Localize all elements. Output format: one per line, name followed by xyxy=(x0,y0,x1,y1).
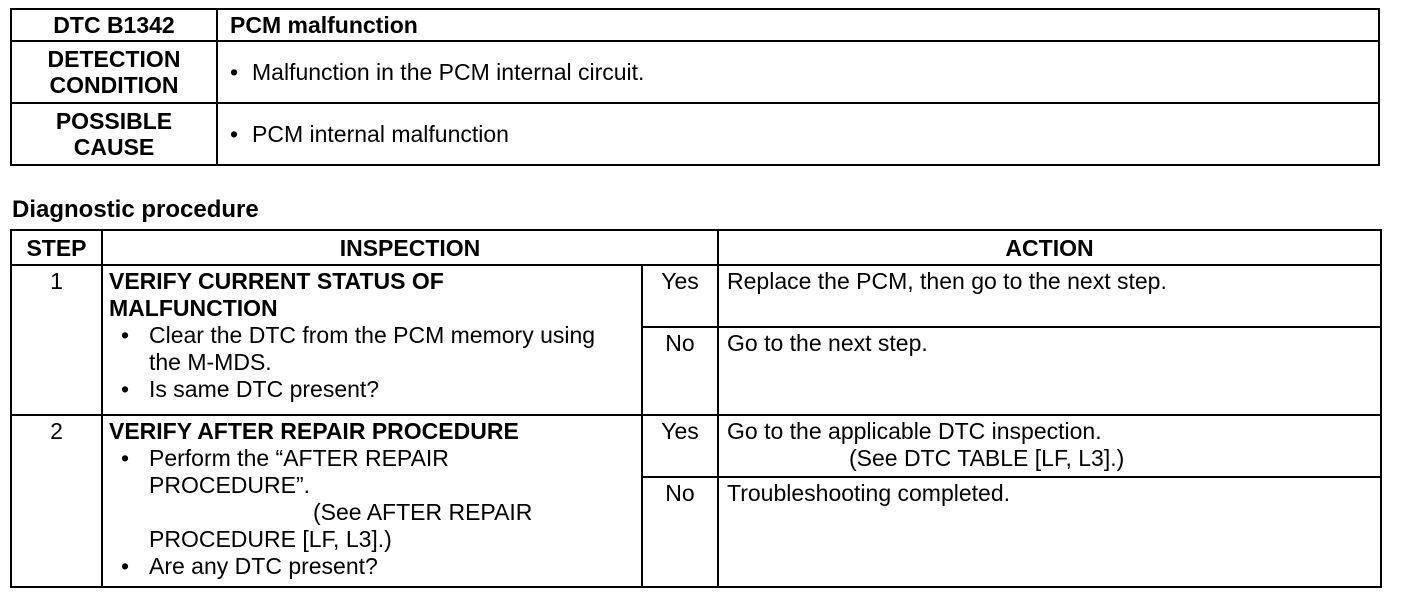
bullet-icon: • xyxy=(121,322,130,348)
bullet-text: Are any DTC present? xyxy=(149,553,378,579)
bullet-icon: • xyxy=(230,120,239,147)
cause-label-line1: POSSIBLE xyxy=(55,108,173,134)
no-label: No xyxy=(642,327,718,415)
bullet-icon: • xyxy=(121,445,130,471)
detection-condition-value xyxy=(217,41,1379,103)
bullet-text: PROCEDURE”. xyxy=(149,472,311,498)
no-action: Go to the next step. xyxy=(718,327,1381,415)
inspection-title: MALFUNCTION xyxy=(109,295,278,321)
inspection-bullet xyxy=(109,322,641,376)
detection-condition-label xyxy=(11,41,217,103)
dtc-name: PCM malfunction xyxy=(217,9,1379,41)
reference-text: PROCEDURE [LF, L3].) xyxy=(149,526,392,552)
bullet-icon: • xyxy=(230,58,239,85)
step-header: STEP xyxy=(11,230,102,265)
possible-cause-row xyxy=(11,103,1379,165)
yes-label: Yes xyxy=(642,415,718,477)
inspection-title: VERIFY AFTER REPAIR PROCEDURE xyxy=(109,418,519,444)
yes-action: Go to the applicable DTC inspection. xyxy=(727,418,1102,444)
table-row xyxy=(11,265,1381,327)
step-number: 2 xyxy=(11,415,102,587)
bullet-text: the M-MDS. xyxy=(149,349,272,375)
detection-label-line2: CONDITION xyxy=(49,72,179,98)
inspection-header: INSPECTION xyxy=(102,230,718,265)
cause-text: PCM internal malfunction xyxy=(252,120,509,147)
no-label: No xyxy=(642,477,718,587)
cause-label-line2: CAUSE xyxy=(73,134,155,160)
yes-label: Yes xyxy=(642,265,718,327)
dtc-code: DTC B1342 xyxy=(11,9,217,41)
diagnostic-procedure-table xyxy=(10,229,1382,588)
reference-text: (See DTC TABLE [LF, L3].) xyxy=(849,445,1125,471)
detection-text: Malfunction in the PCM internal circuit. xyxy=(252,58,645,85)
detection-label-line1: DETECTION xyxy=(47,46,181,72)
yes-action-cell xyxy=(718,415,1381,477)
dtc-info-table xyxy=(10,8,1380,166)
procedure-header-row xyxy=(11,230,1381,265)
inspection-cell xyxy=(102,415,642,587)
step-number: 1 xyxy=(11,265,102,415)
detection-condition-row xyxy=(11,41,1379,103)
table-row xyxy=(11,415,1381,477)
inspection-title: VERIFY CURRENT STATUS OF xyxy=(109,268,444,294)
procedure-title: Diagnostic procedure xyxy=(12,196,259,223)
dtc-header-row xyxy=(11,9,1379,41)
no-action: Troubleshooting completed. xyxy=(718,477,1381,587)
bullet-text: Clear the DTC from the PCM memory using xyxy=(149,322,596,348)
inspection-cell xyxy=(102,265,642,415)
yes-action: Replace the PCM, then go to the next step. xyxy=(718,265,1381,327)
bullet-icon: • xyxy=(121,553,130,579)
inspection-bullet xyxy=(109,376,641,403)
action-header: ACTION xyxy=(718,230,1381,265)
inspection-bullet xyxy=(109,553,641,580)
reference-text: (See AFTER REPAIR xyxy=(313,499,533,525)
possible-cause-value xyxy=(217,103,1379,165)
possible-cause-label xyxy=(11,103,217,165)
inspection-bullet xyxy=(109,445,641,553)
bullet-icon: • xyxy=(121,376,130,402)
bullet-text: Is same DTC present? xyxy=(149,376,380,402)
bullet-text: Perform the “AFTER REPAIR xyxy=(149,445,449,471)
